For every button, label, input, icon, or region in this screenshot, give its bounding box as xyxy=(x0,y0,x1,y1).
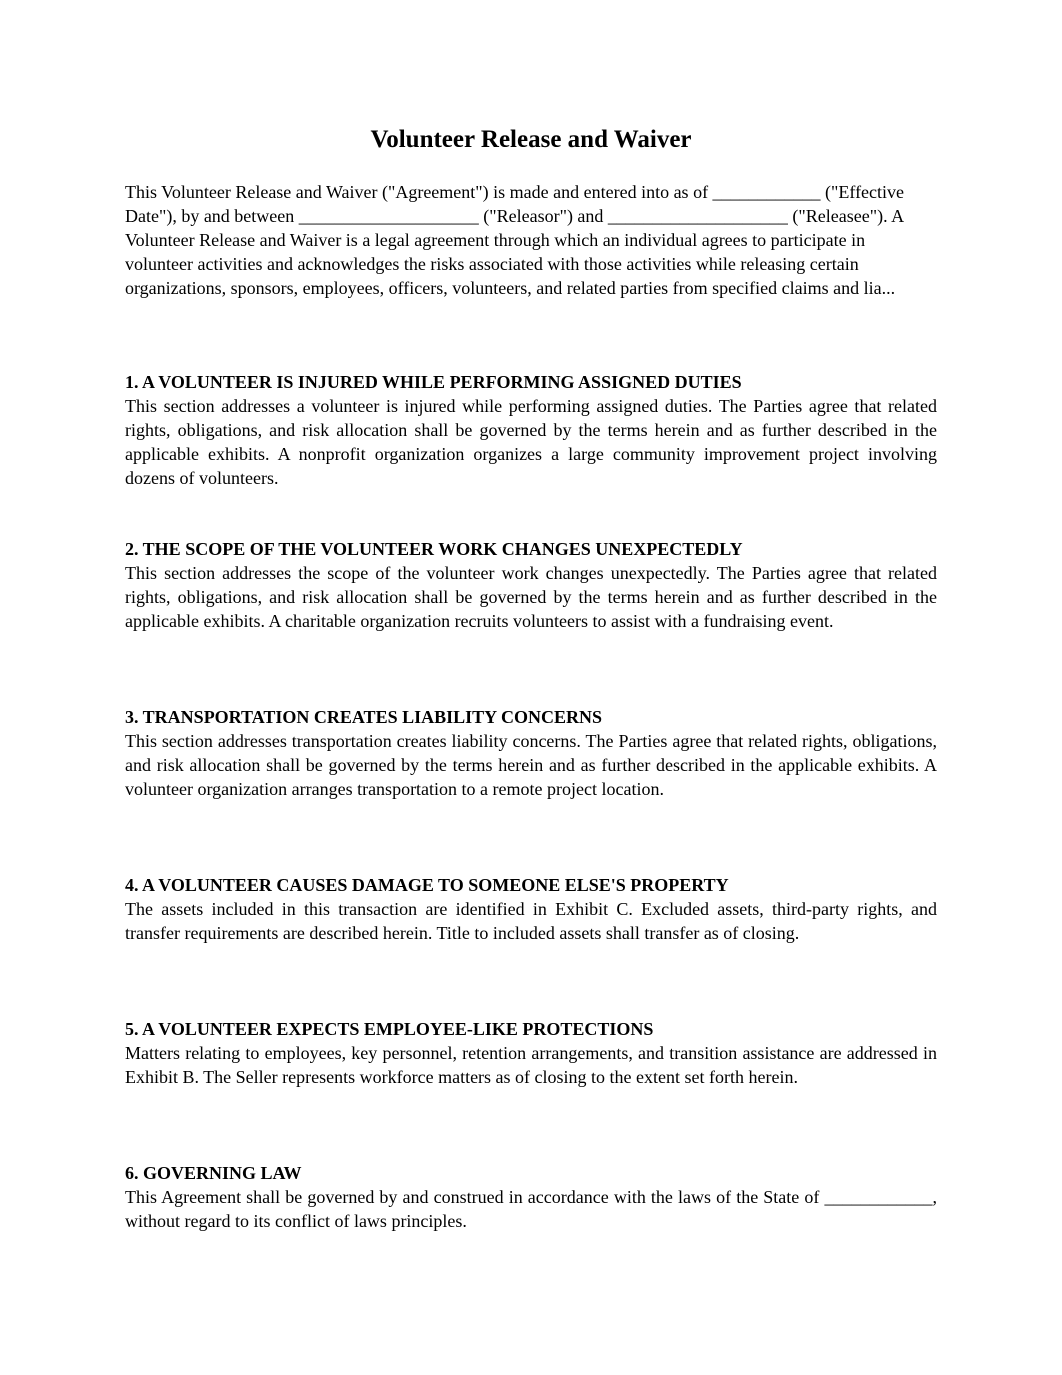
section-5 xyxy=(125,1017,937,1089)
section-body: This section addresses transportation creates liability concerns. The Parties agree that related rights, obligations, and risk allocation shall be governed by the terms herein and as further described in the applicable exhibits. A volunteer organization arranges transportation to a remote project location. xyxy=(125,731,937,799)
section-heading: 6. GOVERNING LAW xyxy=(125,1163,302,1183)
section-heading: 2. THE SCOPE OF THE VOLUNTEER WORK CHANGES UNEXPECTEDLY xyxy=(125,539,743,559)
section-3 xyxy=(125,705,937,801)
section-1 xyxy=(125,370,937,490)
section-body: Matters relating to employees, key personnel, retention arrangements, and transition assistance are addressed in Exhibit B. The Seller represents workforce matters as of closing to the extent set forth herein. xyxy=(125,1043,937,1087)
section-body: The assets included in this transaction are identified in Exhibit C. Excluded assets, third-party rights, and transfer requirements are described herein. Title to included assets shall transfer as of closing. xyxy=(125,899,937,943)
section-body: This section addresses a volunteer is injured while performing assigned duties. The Parties agree that related rights, obligations, and risk allocation shall be governed by the terms herein and as further described in the applicable exhibits. A nonprofit organization organizes a large community improvement project involving dozens of volunteers. xyxy=(125,396,937,488)
section-body: This section addresses the scope of the volunteer work changes unexpectedly. The Parties agree that related rights, obligations, and risk allocation shall be governed by the terms herein and as further described in the applicable exhibits. A charitable organization recruits volunteers to assist with a fundraising event. xyxy=(125,563,937,631)
section-heading: 5. A VOLUNTEER EXPECTS EMPLOYEE-LIKE PROTECTIONS xyxy=(125,1019,654,1039)
section-body: This Agreement shall be governed by and construed in accordance with the laws of the State of ____________, without regard to its conflict of laws principles. xyxy=(125,1187,937,1231)
section-4 xyxy=(125,873,937,945)
section-heading: 3. TRANSPORTATION CREATES LIABILITY CONCERNS xyxy=(125,707,602,727)
section-heading: 1. A VOLUNTEER IS INJURED WHILE PERFORMING ASSIGNED DUTIES xyxy=(125,372,742,392)
section-2 xyxy=(125,537,937,633)
document-title: Volunteer Release and Waiver xyxy=(370,126,692,153)
intro-paragraph: This Volunteer Release and Waiver ("Agreement") is made and entered into as of ____________ ("Effective Date"), by and between ____________________ ("Releasor") and ____________________ ("Releasee"). A Volunteer Release and Waiver is a legal agreement through which an individual agrees to participate in volunteer activities and acknowledges the risks associated with those activities while releasing certain organizations, sponsors, employees, officers, volunteers, and related parties from specified claims and lia... xyxy=(125,182,905,298)
section-6 xyxy=(125,1161,937,1233)
section-heading: 4. A VOLUNTEER CAUSES DAMAGE TO SOMEONE ELSE'S PROPERTY xyxy=(125,875,729,895)
